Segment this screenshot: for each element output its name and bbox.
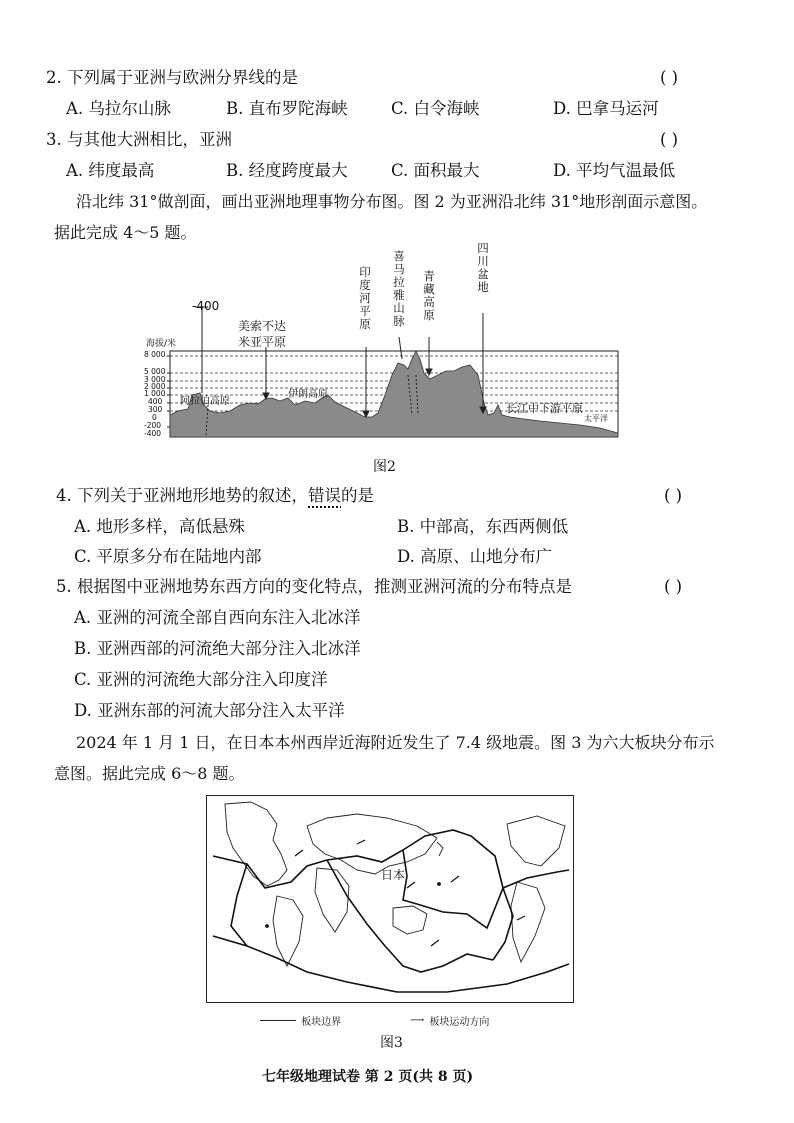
plate-map-svg — [207, 796, 572, 1001]
label-mesopotamia: 美索不达米亚平原 — [238, 319, 287, 349]
label-sichuan: 四川盆地 — [477, 241, 489, 294]
q3-option-a[interactable]: A. 纬度最高 — [66, 161, 155, 180]
legend-motion-label: 板块运动方向 — [429, 1017, 490, 1028]
q4-stem-emphasis: 错误 — [308, 486, 341, 505]
figure3-caption: 图3 — [380, 1035, 403, 1051]
q2-stem: 2. 下列属于亚洲与欧洲分界线的是 — [46, 68, 298, 87]
q5-answer-paren[interactable]: ( ) — [664, 577, 683, 596]
q5-option-a[interactable]: A. 亚洲的河流全部自西向东注入北冰洋 — [74, 608, 361, 627]
q4-option-a[interactable]: A. 地形多样，高低悬殊 — [74, 517, 245, 536]
label-arabia: 阿拉伯高原 — [180, 396, 230, 407]
ytick-5000: 5 000 — [144, 367, 166, 376]
q3-option-c[interactable]: C. 面积最大 — [391, 161, 480, 180]
q2-option-a[interactable]: A. 乌拉尔山脉 — [66, 99, 171, 118]
label-pacific: 太平洋 — [584, 414, 608, 423]
q2-answer-paren[interactable]: ( ) — [660, 68, 679, 87]
label-japan: 日本 — [381, 868, 406, 882]
q3-option-b[interactable]: B. 经度跨度最大 — [226, 161, 348, 180]
arrow-right-icon: ⟶ — [410, 1015, 425, 1026]
ytick-2000: 2 000 — [144, 382, 166, 391]
q4-answer-paren[interactable]: ( ) — [664, 486, 683, 505]
label-iran: 伊朗高原 — [288, 389, 328, 400]
q4-option-c[interactable]: C. 平原多分布在陆地内部 — [74, 547, 262, 566]
ytick-minus400: -400 — [144, 429, 162, 438]
ytick-0: 0 — [152, 413, 157, 422]
q5-option-c[interactable]: C. 亚洲的河流绝大部分注入印度洋 — [74, 670, 328, 689]
intro-q4-5: 沿北纬 31°做剖面，画出亚洲地理事物分布图。图 2 为亚洲沿北纬 31°地形剖面示意图。据此完成 4～5 题。 — [54, 192, 708, 242]
label-himalaya: 喜马拉雅山脉 — [393, 249, 405, 328]
page-footer: 七年级地理试卷 第 2 页(共 8 页) — [262, 1069, 474, 1085]
q3-option-d[interactable]: D. 平均气温最低 — [553, 161, 676, 180]
ytick-minus200: -200 — [144, 421, 162, 430]
figure2-caption: 图2 — [373, 459, 396, 475]
q4-option-b[interactable]: B. 中部高，东西两侧低 — [397, 517, 569, 536]
q3-answer-paren[interactable]: ( ) — [660, 130, 679, 149]
ytick-1000: 1 000 — [144, 389, 166, 398]
q4-stem-pre: 4. 下列关于亚洲地形地势的叙述， — [56, 486, 308, 505]
q3-stem: 3. 与其他大洲相比，亚洲 — [46, 130, 232, 149]
q2-option-d[interactable]: D. 巴拿马运河 — [553, 99, 659, 118]
figure2-profile — [140, 255, 640, 445]
boundary-line-icon — [260, 1020, 296, 1021]
q5-option-b[interactable]: B. 亚洲西部的河流绝大部分注入北冰洋 — [74, 639, 361, 658]
profile-ylabel: 海拔/米 — [146, 339, 177, 349]
label-yangtze-plain: 长江中下游平原 — [506, 402, 583, 415]
legend-boundary-label: 板块边界 — [301, 1017, 342, 1028]
q5-option-d[interactable]: D. 亚洲东部的河流大部分注入太平洋 — [74, 701, 345, 720]
legend-motion — [410, 1010, 490, 1028]
ytick-8000: 8 000 — [144, 350, 166, 359]
profile-top-value: -400 — [192, 299, 220, 313]
ytick-400: 400 — [148, 397, 163, 406]
q4-option-d[interactable]: D. 高原、山地分布广 — [397, 547, 553, 566]
legend-boundary — [260, 1010, 342, 1028]
q2-option-c[interactable]: C. 白令海峡 — [391, 99, 480, 118]
q4-stem-post: 的是 — [341, 486, 374, 505]
label-tibet: 青藏高原 — [423, 269, 435, 322]
label-indus-plain: 印度河平原 — [359, 265, 371, 331]
intro-q6-8: 2024 年 1 月 1 日，在日本本州西岸近海附近发生了 7.4 级地震。图 3 为六大板块分布示意图。据此完成 6～8 题。 — [54, 733, 715, 783]
profile-chart — [140, 255, 640, 445]
q2-option-b[interactable]: B. 直布罗陀海峡 — [226, 99, 348, 118]
q5-stem: 5. 根据图中亚洲地势东西方向的变化特点，推测亚洲河流的分布特点是 — [56, 577, 572, 596]
q4-stem — [56, 486, 374, 506]
figure3-plate-map — [206, 795, 574, 1003]
ytick-300: 300 — [148, 405, 163, 414]
terrain-profile — [170, 351, 618, 437]
ytick-3000: 3 000 — [144, 375, 166, 384]
